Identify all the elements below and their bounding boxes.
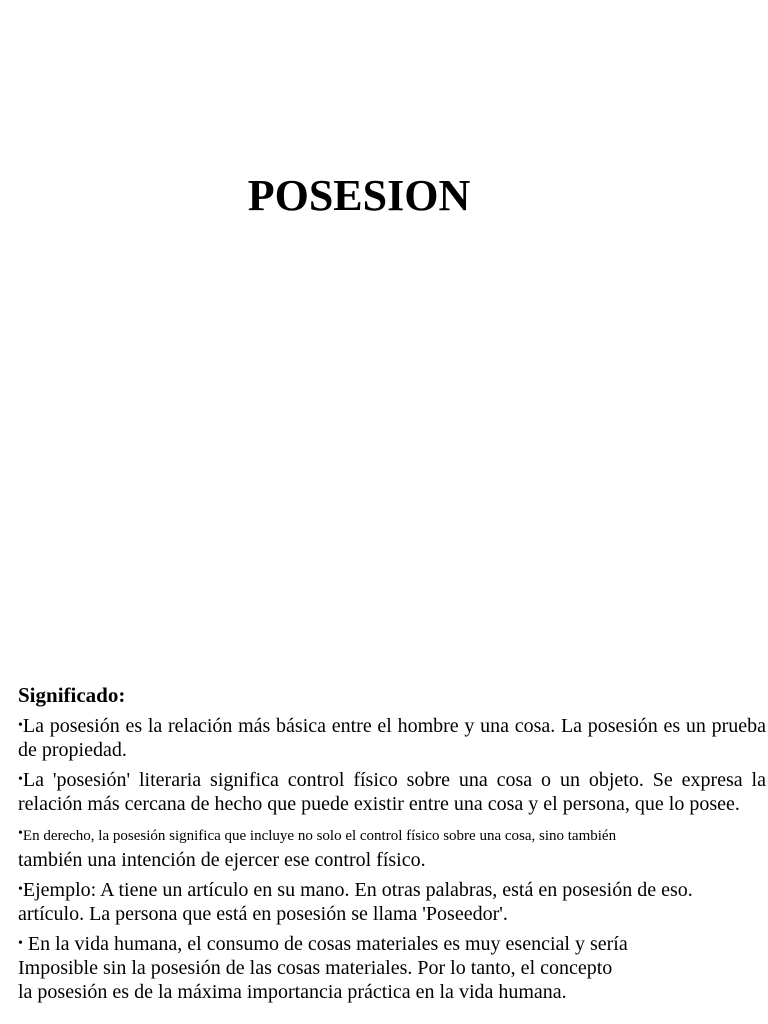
- content-section: [18, 682, 766, 1010]
- section-heading: Significado:: [18, 683, 126, 707]
- paragraph-4-line-1: [18, 878, 766, 902]
- paragraph-1-text: La posesión es la relación más básica entre el hombre y una cosa. La posesión es un prueba de propiedad.: [18, 715, 766, 761]
- paragraph-5-line-1: [18, 932, 766, 956]
- paragraph-4: [18, 878, 766, 926]
- paragraph-3-line-1: [18, 822, 766, 848]
- bullet-icon: •: [18, 936, 23, 951]
- paragraph-5-line-3: la posesión es de la máxima importancia práctica en la vida humana.: [18, 981, 567, 1003]
- paragraph-2-text: La 'posesión' literaria significa control físico sobre una cosa o un objeto. Se expresa la relación más cercana de hecho que puede existir entre una cosa y el persona, que lo posee.: [18, 769, 766, 815]
- bullet-icon: •: [18, 718, 23, 733]
- paragraph-4-line-2: artículo. La persona que está en posesión se llama 'Poseedor'.: [18, 903, 508, 925]
- paragraph-2: [18, 768, 766, 816]
- bullet-icon: •: [18, 772, 23, 787]
- paragraph-1: [18, 714, 766, 762]
- paragraph-5-line-1-text: En la vida humana, el consumo de cosas materiales es muy esencial y sería: [22, 933, 628, 955]
- bullet-icon: •: [18, 826, 23, 841]
- paragraph-3: [18, 822, 766, 872]
- bullet-icon: •: [18, 882, 23, 897]
- paragraph-5-line-2: Imposible sin la posesión de las cosas materiales. Por lo tanto, el concepto: [18, 957, 613, 979]
- paragraph-4-line-1-text: Ejemplo: A tiene un artículo en su mano. En otras palabras, está en posesión de eso.: [22, 879, 693, 901]
- page-title: POSESION: [247, 171, 471, 220]
- paragraph-3-line-2: también una intención de ejercer ese control físico.: [18, 849, 426, 871]
- paragraph-5: [18, 932, 766, 1004]
- paragraph-3-line-1-text: En derecho, la posesión significa que incluye no solo el control físico sobre una cosa, sino también: [22, 828, 617, 844]
